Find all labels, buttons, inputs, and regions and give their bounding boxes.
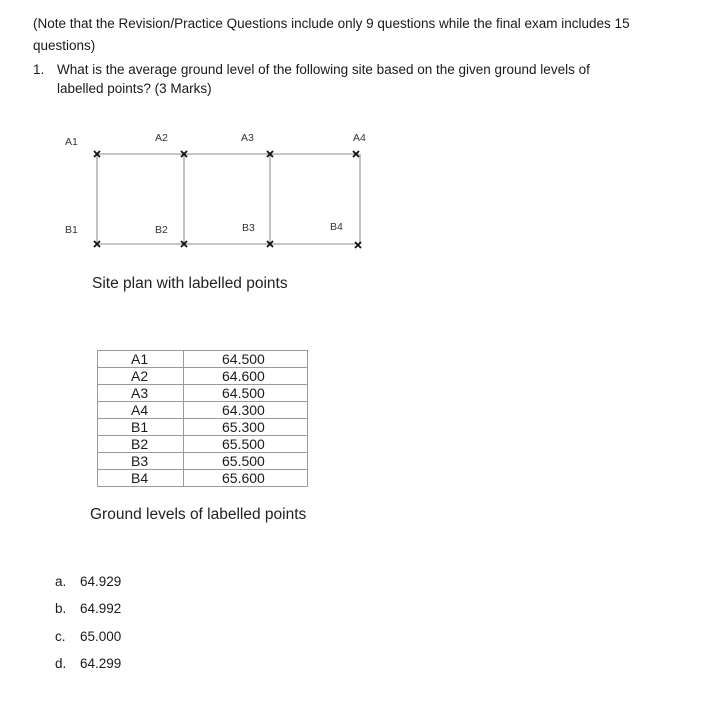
point-cell: B2 <box>98 436 184 453</box>
point-cell: B3 <box>98 453 184 470</box>
level-cell: 65.600 <box>184 470 308 487</box>
table-row <box>98 385 308 402</box>
point-cell: B4 <box>98 470 184 487</box>
site-plan-caption: Site plan with labelled points <box>92 275 288 292</box>
option-b[interactable] <box>55 601 175 621</box>
table-row <box>98 470 308 487</box>
level-cell: 64.500 <box>184 351 308 368</box>
option-c[interactable] <box>55 629 175 649</box>
marker-b4-icon <box>355 242 361 248</box>
level-cell: 65.500 <box>184 436 308 453</box>
question-number: 1. <box>33 62 45 77</box>
level-cell: 65.300 <box>184 419 308 436</box>
exam-note: (Note that the Revision/Practice Questions include only 9 questions while the final exam includes 15 questions) <box>33 16 630 53</box>
option-value: 64.929 <box>80 574 122 589</box>
table-row <box>98 419 308 436</box>
label-b2: B2 <box>155 224 168 236</box>
option-letter: c. <box>55 629 66 644</box>
option-letter: d. <box>55 656 67 671</box>
point-cell: A4 <box>98 402 184 419</box>
table-caption: Ground levels of labelled points <box>90 506 307 523</box>
option-value: 64.992 <box>80 601 122 616</box>
site-plan-diagram <box>0 0 701 300</box>
option-d[interactable] <box>55 656 175 676</box>
table-row <box>98 402 308 419</box>
ground-levels-table <box>97 350 308 487</box>
option-letter: b. <box>55 601 67 616</box>
label-a2: A2 <box>155 132 168 144</box>
point-cell: A3 <box>98 385 184 402</box>
label-b3: B3 <box>242 222 255 234</box>
option-a[interactable] <box>55 574 175 594</box>
point-cell: B1 <box>98 419 184 436</box>
point-cell: A2 <box>98 368 184 385</box>
table-row <box>98 436 308 453</box>
table-row <box>98 453 308 470</box>
label-b1: B1 <box>65 224 78 236</box>
level-cell: 64.600 <box>184 368 308 385</box>
option-value: 65.000 <box>80 629 122 644</box>
question-text: What is the average ground level of the following site based on the given ground levels of labelled points? (3 Marks) <box>57 62 590 96</box>
point-cell: A1 <box>98 351 184 368</box>
table-row <box>98 368 308 385</box>
option-value: 64.299 <box>80 656 122 671</box>
level-cell: 65.500 <box>184 453 308 470</box>
level-cell: 64.500 <box>184 385 308 402</box>
table-row <box>98 351 308 368</box>
label-a1: A1 <box>65 136 78 148</box>
option-letter: a. <box>55 574 67 589</box>
label-b4: B4 <box>330 221 343 233</box>
site-plan-grid <box>0 0 701 300</box>
label-a4: A4 <box>353 132 366 144</box>
label-a3: A3 <box>241 132 254 144</box>
level-cell: 64.300 <box>184 402 308 419</box>
